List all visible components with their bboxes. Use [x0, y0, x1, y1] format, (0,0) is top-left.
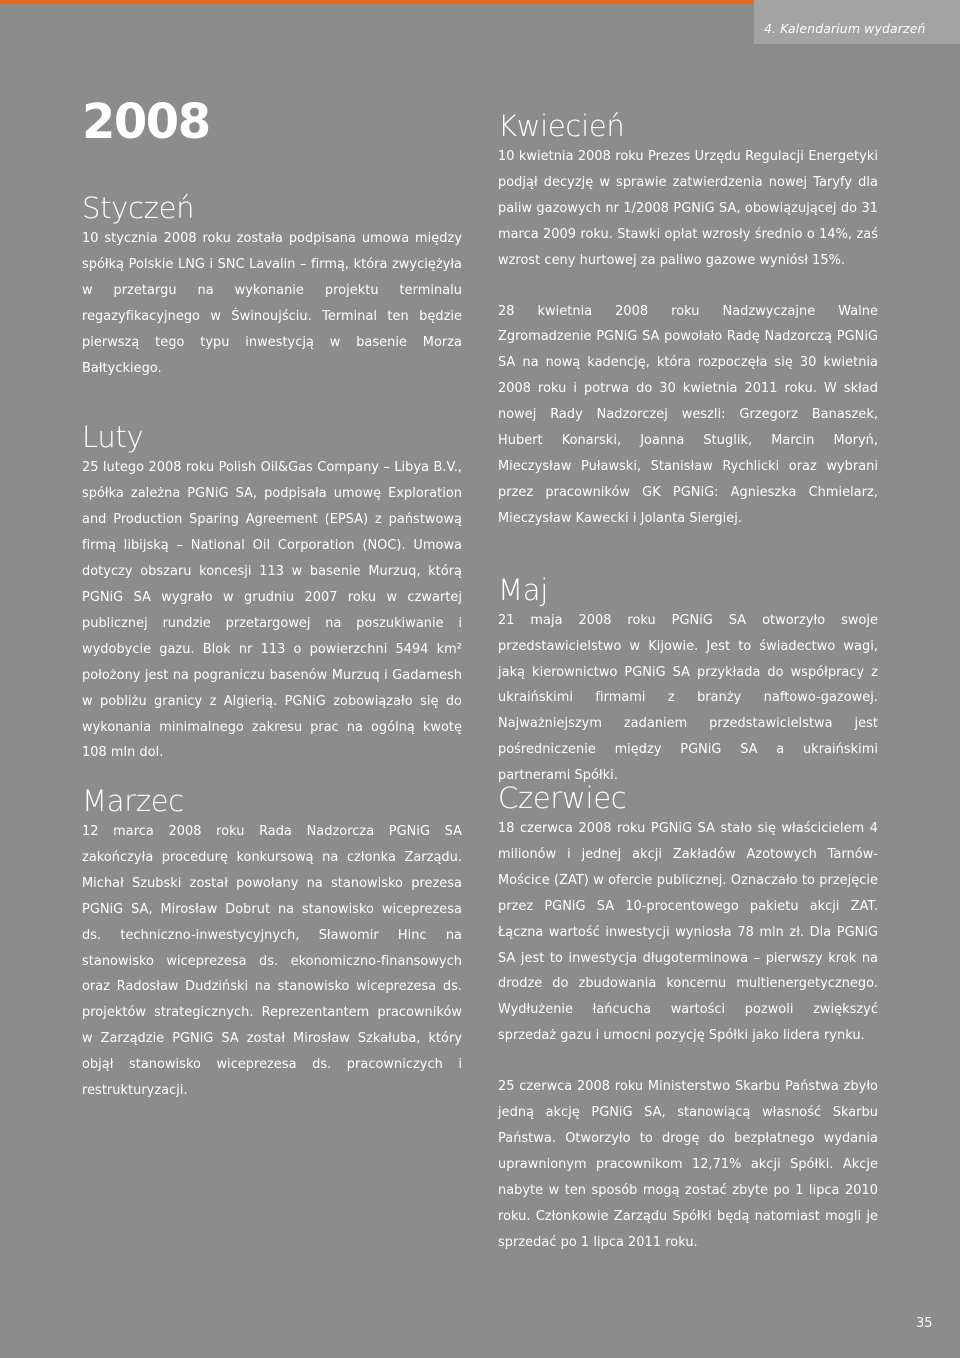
left-column-bottom: [82, 784, 462, 1104]
section-marzec: [82, 784, 462, 1104]
paragraph: 25 lutego 2008 roku Polish Oil&Gas Company – Libya B.V., spółka zależna PGNiG SA, podpisała umowę Exploration and Production Sparing Agreement (EPSA) z państwową firmą libijską – National Oil Corporation (NOC). Umowa dotyczy obszaru koncesji 113 w basenie Murzuq, którą PGNiG SA wygrało w grudniu 2007 roku w czwartej publicznej rundzie przetargowej na poszukiwanie i wydobycie gazu. Blok nr 113 o powierzchni 5494 km² położony jest na pograniczu basenów Murzuq i Gadamesh w pobliżu granicy z Algierią. PGNiG zobowiązało się do wykonania minimalnego zakresu prac na ogólną kwotę 108 mln dol.: [82, 460, 462, 761]
paragraph: 21 maja 2008 roku PGNiG SA otworzyło swoje przedstawicielstwo w Kijowie. Jest to świadectwo wagi, jaką kierownictwo PGNiG SA przykłada do współpracy z ukraińskimi firmami z branży naftowo-gazowej. Najważniejszym zadaniem przedstawicielstwa jest pośredniczenie między PGNiG SA a ukraińskimi partnerami Spółki.: [498, 612, 878, 784]
paragraph: 28 kwietnia 2008 roku Nadzwyczajne Walne Zgromadzenie PGNiG SA powołało Radę Nadzorczą PGNiG SA na nową kadencję, która rozpoczęła się 30 kwietnia 2008 roku i potrwa do 30 kwietnia 2011 roku. W skład nowej Rady Nadzorczej weszli: Grzegorz Banaszek, Hubert Konarski, Joanna Stuglik, Marcin Moryń, Mieczysław Puławski, Stanisław Rychlicki oraz wybrani przez pracowników GK PGNiG: Agnieszka Chmielarz, Mieczysław Kawecki i Jolanta Siergiej.: [498, 303, 878, 526]
section-kwiecien: [498, 109, 878, 532]
paragraph: 25 czerwca 2008 roku Ministerstwo Skarbu Państwa zbyło jedną akcję PGNiG SA, stanowiącą własność Skarbu Państwa. Otworzyło to drogę do bezpłatnego wydania uprawnionym pracownikom 12,71% akcji Spółki. Akcje nabyte w ten sposób mogą zostać zbyte po 1 lipca 2010 roku. Członkowie Zarządu Spółki będą natomiast mogli je sprzedać po 1 lipca 2011 roku.: [498, 1079, 878, 1250]
month-title: Kwiecień: [498, 109, 625, 143]
month-title: Czerwiec: [498, 781, 627, 815]
section-styczen: [82, 191, 462, 381]
paragraph: 10 stycznia 2008 roku została podpisana umowa między spółką Polskie LNG i SNC Lavalin – firmą, która zwyciężyła w przetargu na wykonanie projektu terminalu regazyfikacyjnego w Świnoujściu. Terminal ten będzie pierwszą tego typu inwestycją w basenie Morza Bałtyckiego.: [82, 231, 462, 376]
section-header-title: 4. Kalendarium wydarzeń: [764, 21, 926, 36]
month-title: Styczeń: [82, 191, 195, 225]
month-title: Luty: [82, 420, 144, 455]
section-maj: [498, 572, 878, 789]
paragraph: 12 marca 2008 roku Rada Nadzorcza PGNiG SA zakończyła procedurę konkursową na członka Zarządu. Michał Szubski został powołany na stanowisko prezesa PGNiG SA, Mirosław Dobrut na stanowisko wiceprezesa ds. techniczno-inwestycyjnych, Sławomir Hinc na stanowisko wiceprezesa ds. ekonomiczno-finansowych oraz Radosław Dudziński na stanowisko wiceprezesa ds. projektów strategicznych. Reprezentantem pracowników w Zarządzie PGNiG SA został Mirosław Szkałuba, który objął stanowisko wiceprezesa ds. pracowniczych i restrukturyzacji.: [82, 824, 462, 1099]
section-luty: [82, 420, 462, 766]
paragraph: 10 kwietnia 2008 roku Prezes Urzędu Regulacji Energetyki podjął decyzję w sprawie zatwierdzenia nowej Taryfy dla paliw gazowych nr 1/2008 PGNiG SA, obowiązującej do 31 marca 2009 roku. Stawki opłat wzrosły średnio o 14%, zaś wzrost ceny hurtowej za paliwo gazowe wyniósł 15%.: [498, 149, 878, 268]
page-number: 35: [916, 1316, 933, 1331]
paragraph: 18 czerwca 2008 roku PGNiG SA stało się właścicielem 4 milionów i jednej akcji Zakładów Azotowych Tarnów-Mościce (ZAT) w ofercie publicznej. Oznaczało to przejęcie przez PGNiG SA 10-procentowego pakietu akcji ZAT. Łączna wartość inwestycji wyniosła 78 mln zł. Dla PGNiG SA jest to inwestycja długoterminowa – pierwszy krok na drodze do zbudowania koncernu multienergetycznego. Wydłużenie łańcucha wartości pozwoli zwiększyć sprzedaż gazu i umocni pozycję Spółki jako lidera rynku.: [498, 821, 878, 1044]
right-column-top: [498, 109, 878, 789]
month-title: Marzec: [82, 784, 184, 818]
left-column-top: [82, 94, 462, 766]
year-heading: 2008: [82, 94, 210, 150]
month-title: Maj: [498, 572, 548, 607]
section-czerwiec: [498, 781, 878, 1256]
right-column-bottom: [498, 781, 878, 1256]
